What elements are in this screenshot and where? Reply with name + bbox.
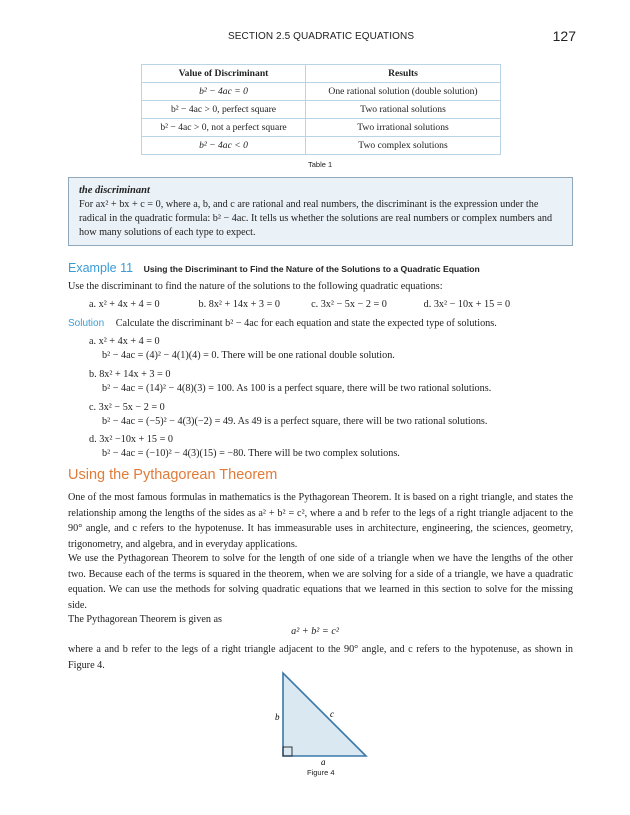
table-cell: b² − 4ac > 0, not a perfect square <box>142 119 306 137</box>
example-intro: Use the discriminant to find the nature of the solutions to the following quadratic equations: <box>68 281 443 292</box>
table-cell: b² − 4ac > 0, perfect square <box>142 101 306 119</box>
problem-item: d. 3x² − 10x + 15 = 0 <box>423 299 511 310</box>
part-work: b² − 4ac = (−5)² − 4(3)(−2) = 49. As 49 is a perfect square, there will be two rational solutions. <box>102 416 488 427</box>
definition-title: the discriminant <box>79 185 150 196</box>
triangle-shape <box>283 673 366 756</box>
table-header-row <box>142 65 501 83</box>
label-a: a <box>321 757 326 767</box>
paragraph: We use the Pythagorean Theorem to solve for the length of one side of a triangle when we have the lengths of the other two. Because each of the terms is squared in the theorem, when we are solving for a side of a triangle, we have a quadratic equation. We can use the methods for solving quadratic equations that we learned in this section to solve for the missing side. <box>68 553 573 611</box>
problem-item: c. 3x² − 5x − 2 = 0 <box>311 299 387 310</box>
section-header: SECTION 2.5 QUADRATIC EQUATIONS <box>228 31 415 42</box>
part-work: b² − 4ac = (−10)² − 4(3)(15) = −80. There will be two complex solutions. <box>102 448 400 459</box>
table-cell: One rational solution (double solution) <box>306 83 501 101</box>
part-equation: b. 8x² + 14x + 3 = 0 <box>89 369 171 380</box>
paragraph: The Pythagorean Theorem is given as <box>68 614 222 625</box>
right-triangle-figure <box>270 668 380 768</box>
discriminant-table <box>141 64 501 155</box>
table-row <box>142 83 501 101</box>
table-cell: Two irrational solutions <box>306 119 501 137</box>
problem-item: b. 8x² + 14x + 3 = 0 <box>198 299 280 310</box>
example-title: Using the Discriminant to Find the Nature of the Solutions to a Quadratic Equation <box>143 264 480 274</box>
part-work: b² − 4ac = (14)² − 4(8)(3) = 100. As 100 is a perfect square, there will be two rational solutions. <box>102 383 492 394</box>
page-number: 127 <box>552 28 576 44</box>
definition-box <box>68 177 573 246</box>
solution-line <box>68 318 497 329</box>
problem-item: a. x² + 4x + 4 = 0 <box>89 299 160 310</box>
example-heading <box>68 261 480 275</box>
table-cell: Two rational solutions <box>306 101 501 119</box>
table-row <box>142 137 501 155</box>
label-c: c <box>330 709 334 719</box>
solution-intro: Calculate the discriminant b² − 4ac for each equation and state the expected type of solutions. <box>115 318 497 329</box>
table-caption: Table 1 <box>308 160 333 169</box>
label-b: b <box>275 712 280 722</box>
figure-caption: Figure 4 <box>307 768 335 777</box>
part-equation: c. 3x² − 5x − 2 = 0 <box>89 402 165 413</box>
part-equation: d. 3x² −10x + 15 = 0 <box>89 434 173 445</box>
table-cell: b² − 4ac < 0 <box>142 137 306 155</box>
table-cell: b² − 4ac = 0 <box>142 83 306 101</box>
paragraph: One of the most famous formulas in mathematics is the Pythagorean Theorem. It is based on a right triangle, and states the relationship among the lengths of the sides as a² + b² = c², where a and b refer to the legs of a right triangle adjacent to the 90° angle, and c refers to the hypotenuse. It has immeasurable uses in architecture, engineering, the sciences, geometry, trigonometry, and algebra, and in everyday applications. <box>68 492 573 550</box>
example-label: Example 11 <box>68 261 134 275</box>
table-header: Results <box>306 65 501 83</box>
problem-list <box>89 299 510 310</box>
section-heading: Using the Pythagorean Theorem <box>68 467 278 483</box>
definition-text: For ax² + bx + c = 0, where a, b, and c are rational and real numbers, the discriminant is the expression under the radical in the quadratic formula: b² − 4ac. It tells us whether the solutions are real numbers or complex numbers and how many solutions of each type to expect. <box>79 199 553 238</box>
part-equation: a. x² + 4x + 4 = 0 <box>89 336 160 347</box>
table-header: Value of Discriminant <box>142 65 306 83</box>
paragraph: where a and b refer to the legs of a right triangle adjacent to the 90° angle, and c refers to the hypotenuse, as shown in Figure 4. <box>68 644 573 671</box>
table-row <box>142 119 501 137</box>
part-work: b² − 4ac = (4)² − 4(1)(4) = 0. There will be one rational double solution. <box>102 350 395 361</box>
solution-label: Solution <box>68 318 105 329</box>
table-row <box>142 101 501 119</box>
pythagorean-formula: a² + b² = c² <box>291 626 339 637</box>
table-cell: Two complex solutions <box>306 137 501 155</box>
